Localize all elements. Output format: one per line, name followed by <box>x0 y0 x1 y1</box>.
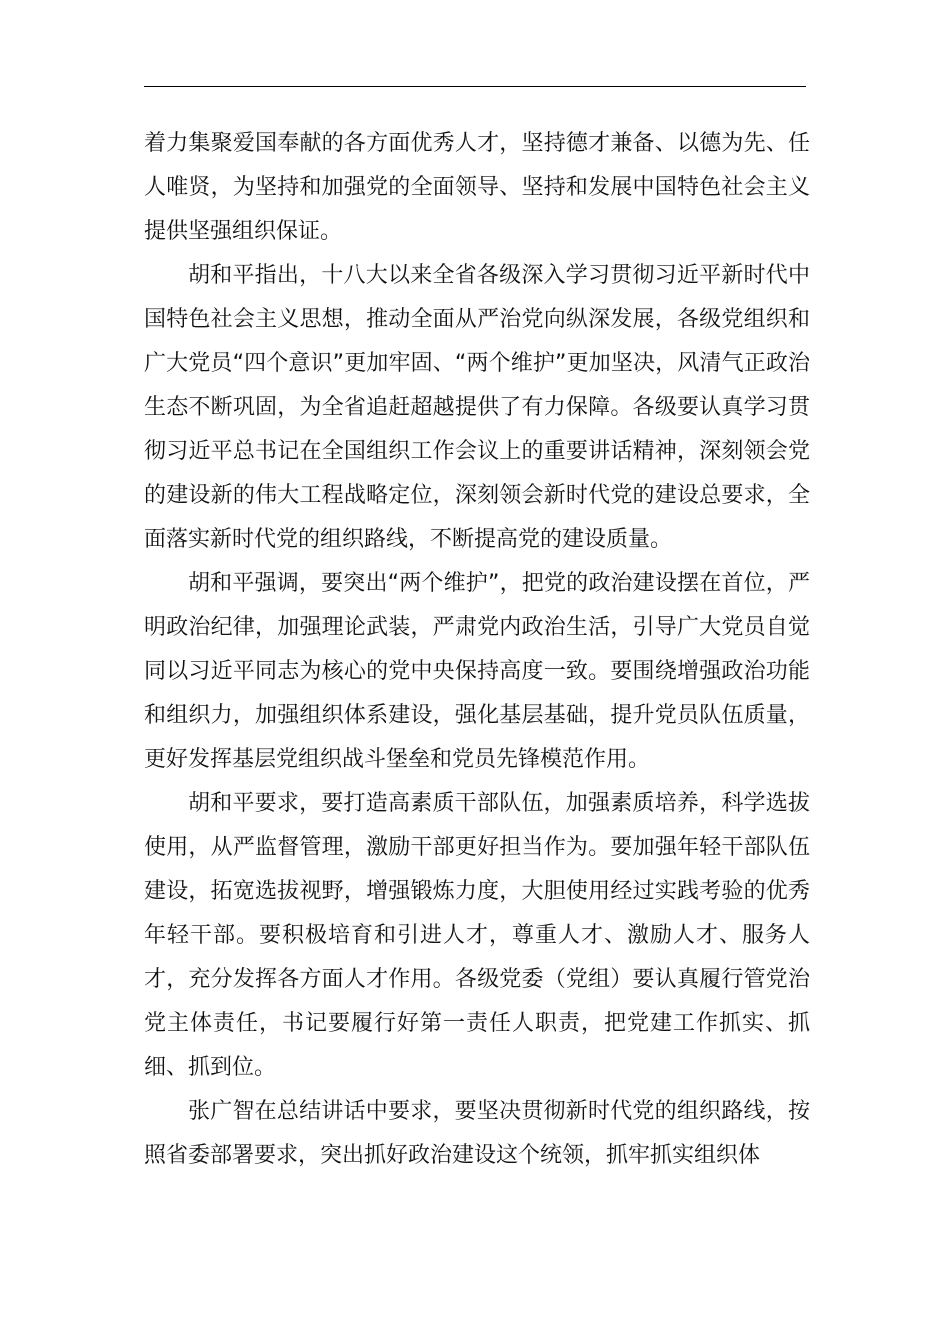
paragraph: 着力集聚爱国奉献的各方面优秀人才，坚持德才兼备、以德为先、任人唯贤，为坚持和加强党的全面领导、坚持和发展中国特色社会主义提供坚强组织保证。 <box>144 131 810 244</box>
paragraph: 张广智在总结讲话中要求，要坚决贯彻新时代党的组织路线，按照省委部署要求，突出抓好政治建设这个统领，抓牢抓实组织体 <box>144 1099 810 1168</box>
paragraph: 胡和平要求，要打造高素质干部队伍，加强素质培养，科学选拔使用，从严监督管理，激励干部更好担当作为。要加强年轻干部队伍建设，拓宽选拔视野，增强锻炼力度，大胆使用经过实践考验的优秀年轻干部。要积极培育和引进人才，尊重人才、激励人才、服务人才，充分发挥各方面人才作用。各级党委（党组）要认真履行管党治党主体责任，书记要履行好第一责任人职责，把党建工作抓实、抓细、抓到位。 <box>144 791 810 1080</box>
paragraph: 胡和平指出，十八大以来全省各级深入学习贯彻习近平新时代中国特色社会主义思想，推动全面从严治党向纵深发展，各级党组织和广大党员“四个意识”更加牢固、“两个维护”更加坚决，风清气正政治生态不断巩固，为全省追赶超越提供了有力保障。各级要认真学习贯彻习近平总书记在全国组织工作会议上的重要讲话精神，深刻领会党的建设新的伟大工程战略定位，深刻领会新时代党的建设总要求，全面落实新时代党的组织路线，不断提高党的建设质量。 <box>144 263 810 552</box>
paragraph: 胡和平强调，要突出“两个维护”，把党的政治建设摆在首位，严明政治纪律，加强理论武装，严肃党内政治生活，引导广大党员自觉同以习近平同志为核心的党中央保持高度一致。要围绕增强政治功能和组织力，加强组织体系建设，强化基层基础，提升党员队伍质量，更好发挥基层党组织战斗堡垒和党员先锋模范作用。 <box>144 571 810 772</box>
header-rule <box>144 86 806 87</box>
document-body <box>144 122 810 1178</box>
